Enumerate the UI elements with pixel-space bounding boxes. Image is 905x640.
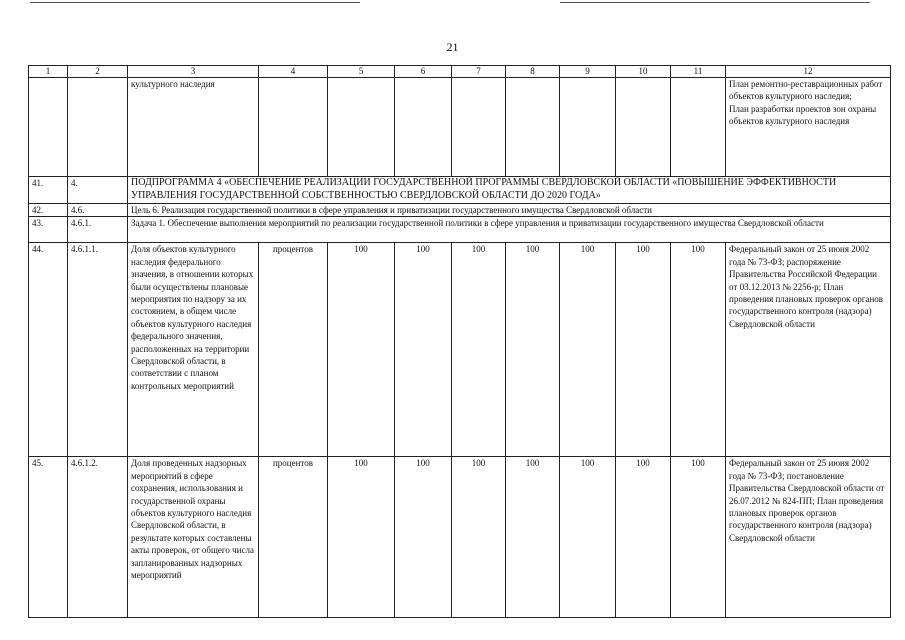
goal-text: Цель 6. Реализация государственной политики в сфере управления и приватизации государственного имущества Свердловской области	[128, 204, 891, 217]
indicator-sources: План ремонтно-реставрационных работ объектов культурного наследия; План разработки проектов зон охраны объектов культурного наследия	[726, 78, 891, 177]
indicator-name: культурного наследия	[128, 78, 259, 177]
subprogram-title: ПОДПРОГРАММА 4 «ОБЕСПЕЧЕНИЕ РЕАЛИЗАЦИИ ГОСУДАРСТВЕННОЙ ПРОГРАММЫ СВЕРДЛОВСКОЙ ОБЛАСТИ «ПОВЫШЕНИЕ ЭФФЕКТИВНОСТИ УПРАВЛЕНИЯ ГОСУДАРСТВЕННОЙ СОБСТВЕННОСТЬЮ СВЕРДЛОВСКОЙ ОБЛАСТИ ДО 2020 ГОДА»	[128, 177, 891, 204]
unit: процентов	[259, 243, 328, 457]
col-header: 1	[29, 66, 68, 78]
indicator-sources: Федеральный закон от 25 июня 2002 года № 73-ФЗ; распоряжение Правительства Российской Федерации от 03.12.2013 № 2256-р; План проведения плановых проверок органов государственного контроля (надзора) Свердловской области	[726, 243, 891, 457]
row-code: 4.	[68, 177, 128, 204]
value-cell: 100	[671, 457, 726, 618]
value-cell: 100	[671, 243, 726, 457]
top-rule-left	[30, 2, 360, 3]
value-cell: 100	[616, 243, 671, 457]
task-text: Задача 1. Обеспечение выполнения мероприятий по реализации государственной политики в сфере управления и приватизации государственного имущества Свердловской области	[128, 217, 891, 243]
value-cell: 100	[395, 457, 452, 618]
indicator-sources: Федеральный закон от 25 июня 2002 года № 73-ФЗ; постановление Правительства Свердловской области от 26.07.2012 № 824-ПП; План проведения плановых проверок органов государственного контроля (надзора) Свердловской области	[726, 457, 891, 618]
value-cell: 100	[452, 243, 506, 457]
row-number: 41.	[29, 177, 68, 204]
top-rule-right	[560, 2, 870, 3]
page-number: 21	[446, 40, 459, 54]
value-cell: 100	[328, 243, 395, 457]
col-header: 11	[671, 66, 726, 78]
col-header: 3	[128, 66, 259, 78]
row-code: 4.6.	[68, 204, 128, 217]
col-header: 12	[726, 66, 891, 78]
col-header: 7	[452, 66, 506, 78]
table-row	[29, 78, 891, 177]
row-number: 44.	[29, 243, 68, 457]
table-row	[29, 243, 891, 457]
col-header: 6	[395, 66, 452, 78]
indicator-name: Доля объектов культурного наследия федерального значения, в отношении которых были осуществлены плановые мероприятия по надзору за их состоянием, в общем числе объектов культурного наследия федерального значения, расположенных на территории Свердловской области, в соответствии с планом контрольных мероприятий	[128, 243, 259, 457]
row-code: 4.6.1.2.	[68, 457, 128, 618]
value-cell: 100	[560, 457, 616, 618]
row-code: 4.6.1.	[68, 217, 128, 243]
unit: процентов	[259, 457, 328, 618]
table-header-row	[29, 66, 891, 78]
table-row	[29, 204, 891, 217]
value-cell: 100	[452, 457, 506, 618]
table-row	[29, 177, 891, 204]
value-cell: 100	[328, 457, 395, 618]
col-header: 8	[506, 66, 560, 78]
col-header: 9	[560, 66, 616, 78]
table-row	[29, 457, 891, 618]
col-header: 5	[328, 66, 395, 78]
row-number: 42.	[29, 204, 68, 217]
value-cell: 100	[506, 457, 560, 618]
value-cell: 100	[616, 457, 671, 618]
value-cell: 100	[560, 243, 616, 457]
col-header: 4	[259, 66, 328, 78]
col-header: 2	[68, 66, 128, 78]
row-number: 45.	[29, 457, 68, 618]
table-row	[29, 217, 891, 243]
value-cell: 100	[506, 243, 560, 457]
row-number: 43.	[29, 217, 68, 243]
indicator-name: Доля проведенных надзорных мероприятий в сфере сохранения, использования и государственной охраны объектов культурного наследия Свердловской области, в результате которых составлены акты проверок, от общего числа запланированных надзорных мероприятий	[128, 457, 259, 618]
value-cell: 100	[395, 243, 452, 457]
row-code: 4.6.1.1.	[68, 243, 128, 457]
indicators-table	[28, 65, 891, 618]
col-header: 10	[616, 66, 671, 78]
